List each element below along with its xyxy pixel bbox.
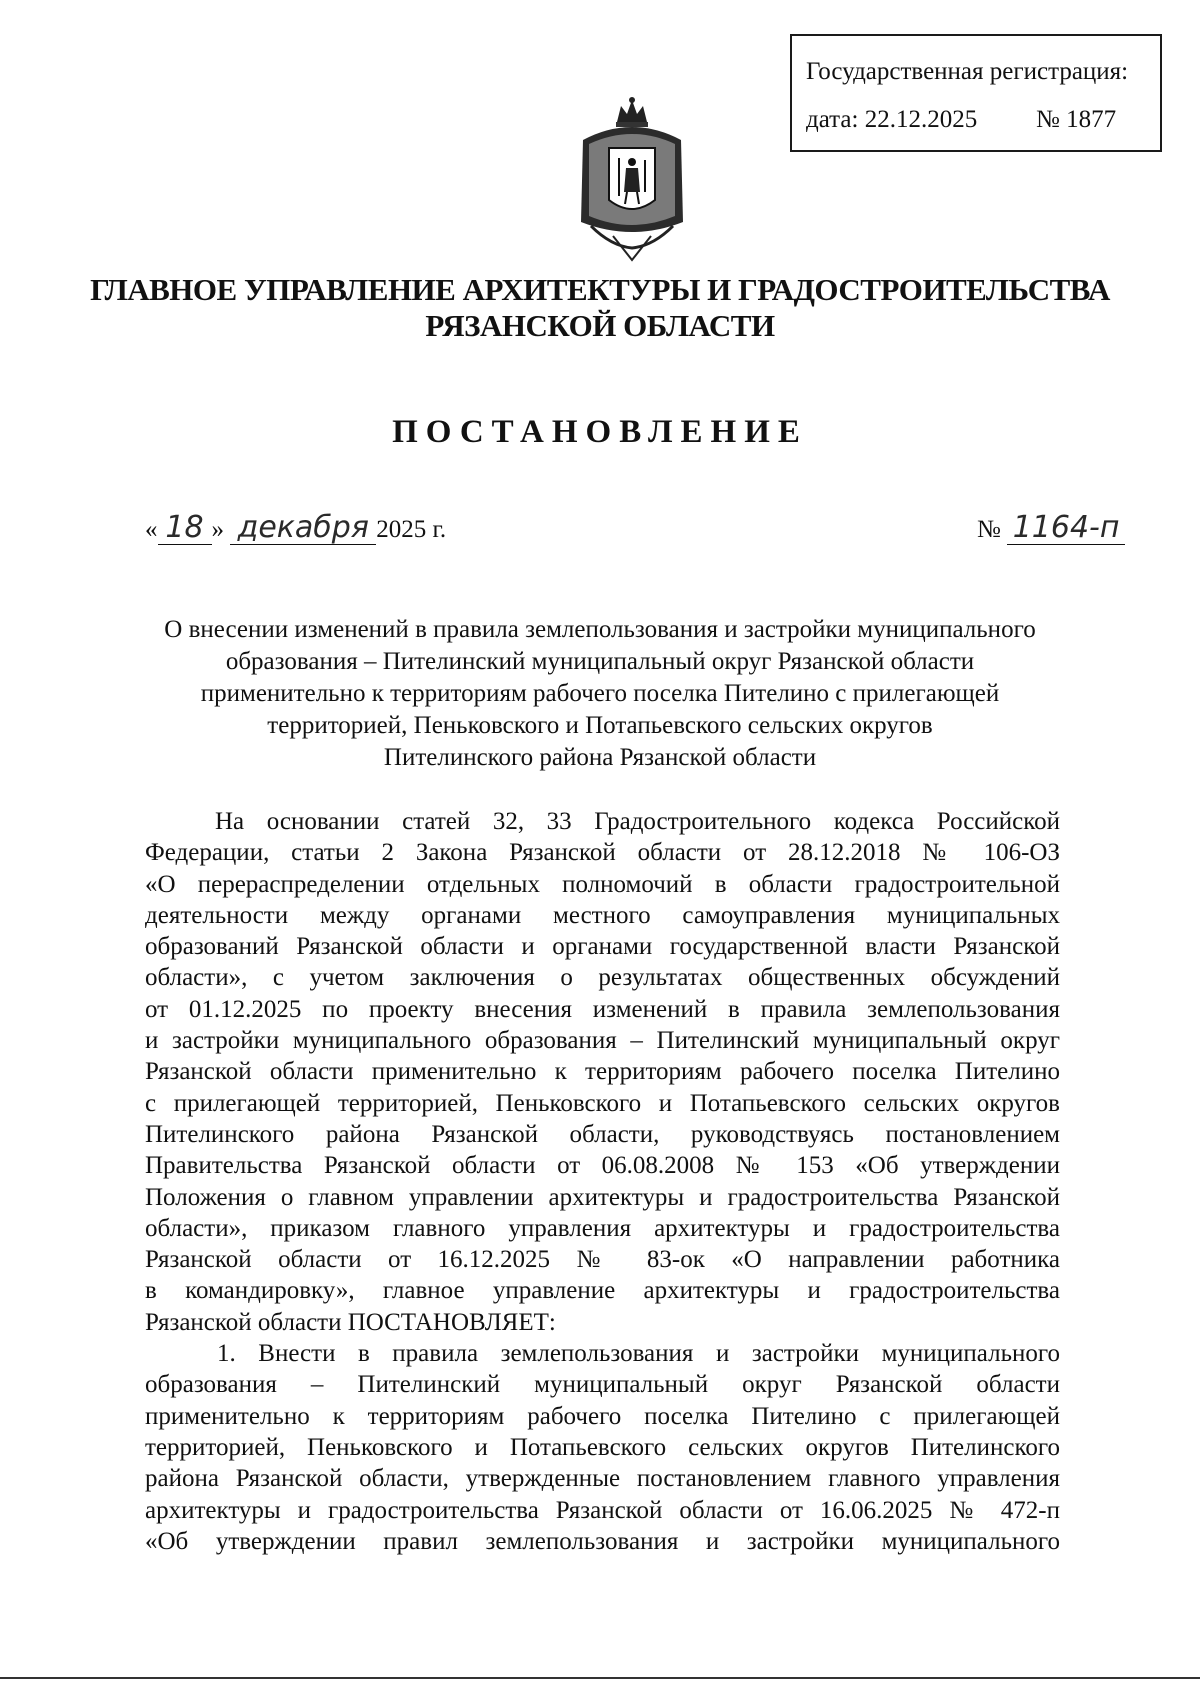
body-line: применительно к территориям рабочего поселка Пителино с прилегающей <box>145 1402 1060 1430</box>
page-bottom-rule <box>0 1677 1200 1679</box>
body-line: образований Рязанской области и органами государственной власти Рязанской <box>145 933 1060 961</box>
body-line: и застройки муниципального образования – Пителинский муниципальный округ <box>145 1027 1060 1055</box>
subject-line: Пителинского района Рязанской области <box>383 744 817 771</box>
body-line: «О перераспределении отдельных полномочий в области градостроительной <box>145 870 1060 898</box>
registration-date: дата: 22.12.2025 <box>806 106 978 133</box>
subject-line: территорией, Пеньковского и Потапьевского сельских округов <box>267 712 933 739</box>
body-line: области», с учетом заключения о результатах общественных обсуждений <box>145 964 1060 992</box>
body-line: На основании статей 32, 33 Градостроительного кодекса Российской <box>215 808 1060 835</box>
body-line: с прилегающей территорией, Пеньковского и Потапьевского сельских округов <box>145 1089 1060 1117</box>
document-subject <box>120 614 1080 774</box>
body-line: деятельности между органами местного самоуправления муниципальных <box>145 901 1060 929</box>
body-line: Федерации, статьи 2 Закона Рязанской области от 28.12.2018 № 106-ОЗ <box>145 839 1060 867</box>
body-line: Правительства Рязанской области от 06.08.2008 № 153 «Об утверждении <box>145 1152 1060 1180</box>
handwritten-day: 18 <box>158 512 212 545</box>
document-body <box>145 806 1060 1557</box>
body-line: района Рязанской области, утвержденные постановлением главного управления <box>145 1465 1060 1493</box>
date-close-quote: » <box>211 516 224 543</box>
handwritten-number: 1164-п <box>1007 512 1125 545</box>
body-line: «Об утверждении правил землепользования и застройки муниципального <box>145 1527 1060 1555</box>
body-line: территорией, Пеньковского и Потапьевского сельских округов Пителинского <box>145 1433 1060 1461</box>
body-line: в командировку», главное управление архитектуры и градостроительства <box>145 1277 1060 1305</box>
body-line: архитектуры и градостроительства Рязанской области от 16.06.2025 № 472-п <box>145 1496 1060 1524</box>
coat-of-arms-emblem <box>571 96 693 262</box>
organization-name-line1: ГЛАВНОЕ УПРАВЛЕНИЕ АРХИТЕКТУРЫ И ГРАДОСТРОИТЕЛЬСТВА <box>90 272 1110 307</box>
date-open-quote: « <box>145 516 158 543</box>
subject-line: О внесении изменений в правила землепользования и застройки муниципального <box>164 616 1036 643</box>
document-date <box>145 512 446 545</box>
body-line: 1. Внести в правила землепользования и застройки муниципального <box>217 1340 1060 1368</box>
subject-line: применительно к территориям рабочего поселка Пителино с прилегающей <box>200 680 1000 707</box>
body-line: области», приказом главного управления архитектуры и градостроительства <box>145 1214 1060 1242</box>
registration-title: Государственная регистрация: <box>806 58 1129 85</box>
body-line: Рязанской области от 16.12.2025 № 83-ок «О направлении работника <box>145 1246 1060 1274</box>
body-line: от 01.12.2025 по проекту внесения изменений в правила землепользования <box>145 995 1060 1023</box>
body-line: Рязанской области ПОСТАНОВЛЯЕТ: <box>145 1308 556 1336</box>
document-number <box>977 512 1125 545</box>
registration-number: № 1877 <box>1036 106 1117 133</box>
document-type-title: ПОСТАНОВЛЕНИЕ <box>392 414 808 450</box>
organization-name-line2: РЯЗАНСКОЙ ОБЛАСТИ <box>425 308 775 343</box>
subject-line: образования – Пителинский муниципальный округ Рязанской области <box>225 648 975 675</box>
date-year: 2025 г. <box>376 516 447 543</box>
body-line: Пителинского района Рязанской области, руководствуясь постановлением <box>145 1120 1060 1148</box>
number-sign: № <box>977 516 1001 543</box>
body-line: образования – Пителинский муниципальный округ Рязанской области <box>145 1371 1060 1399</box>
body-line: Положения о главном управлении архитектуры и градостроительства Рязанской <box>145 1183 1060 1211</box>
body-line: Рязанской области применительно к территориям рабочего поселка Пителино <box>145 1058 1060 1086</box>
registration-stamp <box>790 34 1162 152</box>
handwritten-month: декабря <box>230 512 376 545</box>
